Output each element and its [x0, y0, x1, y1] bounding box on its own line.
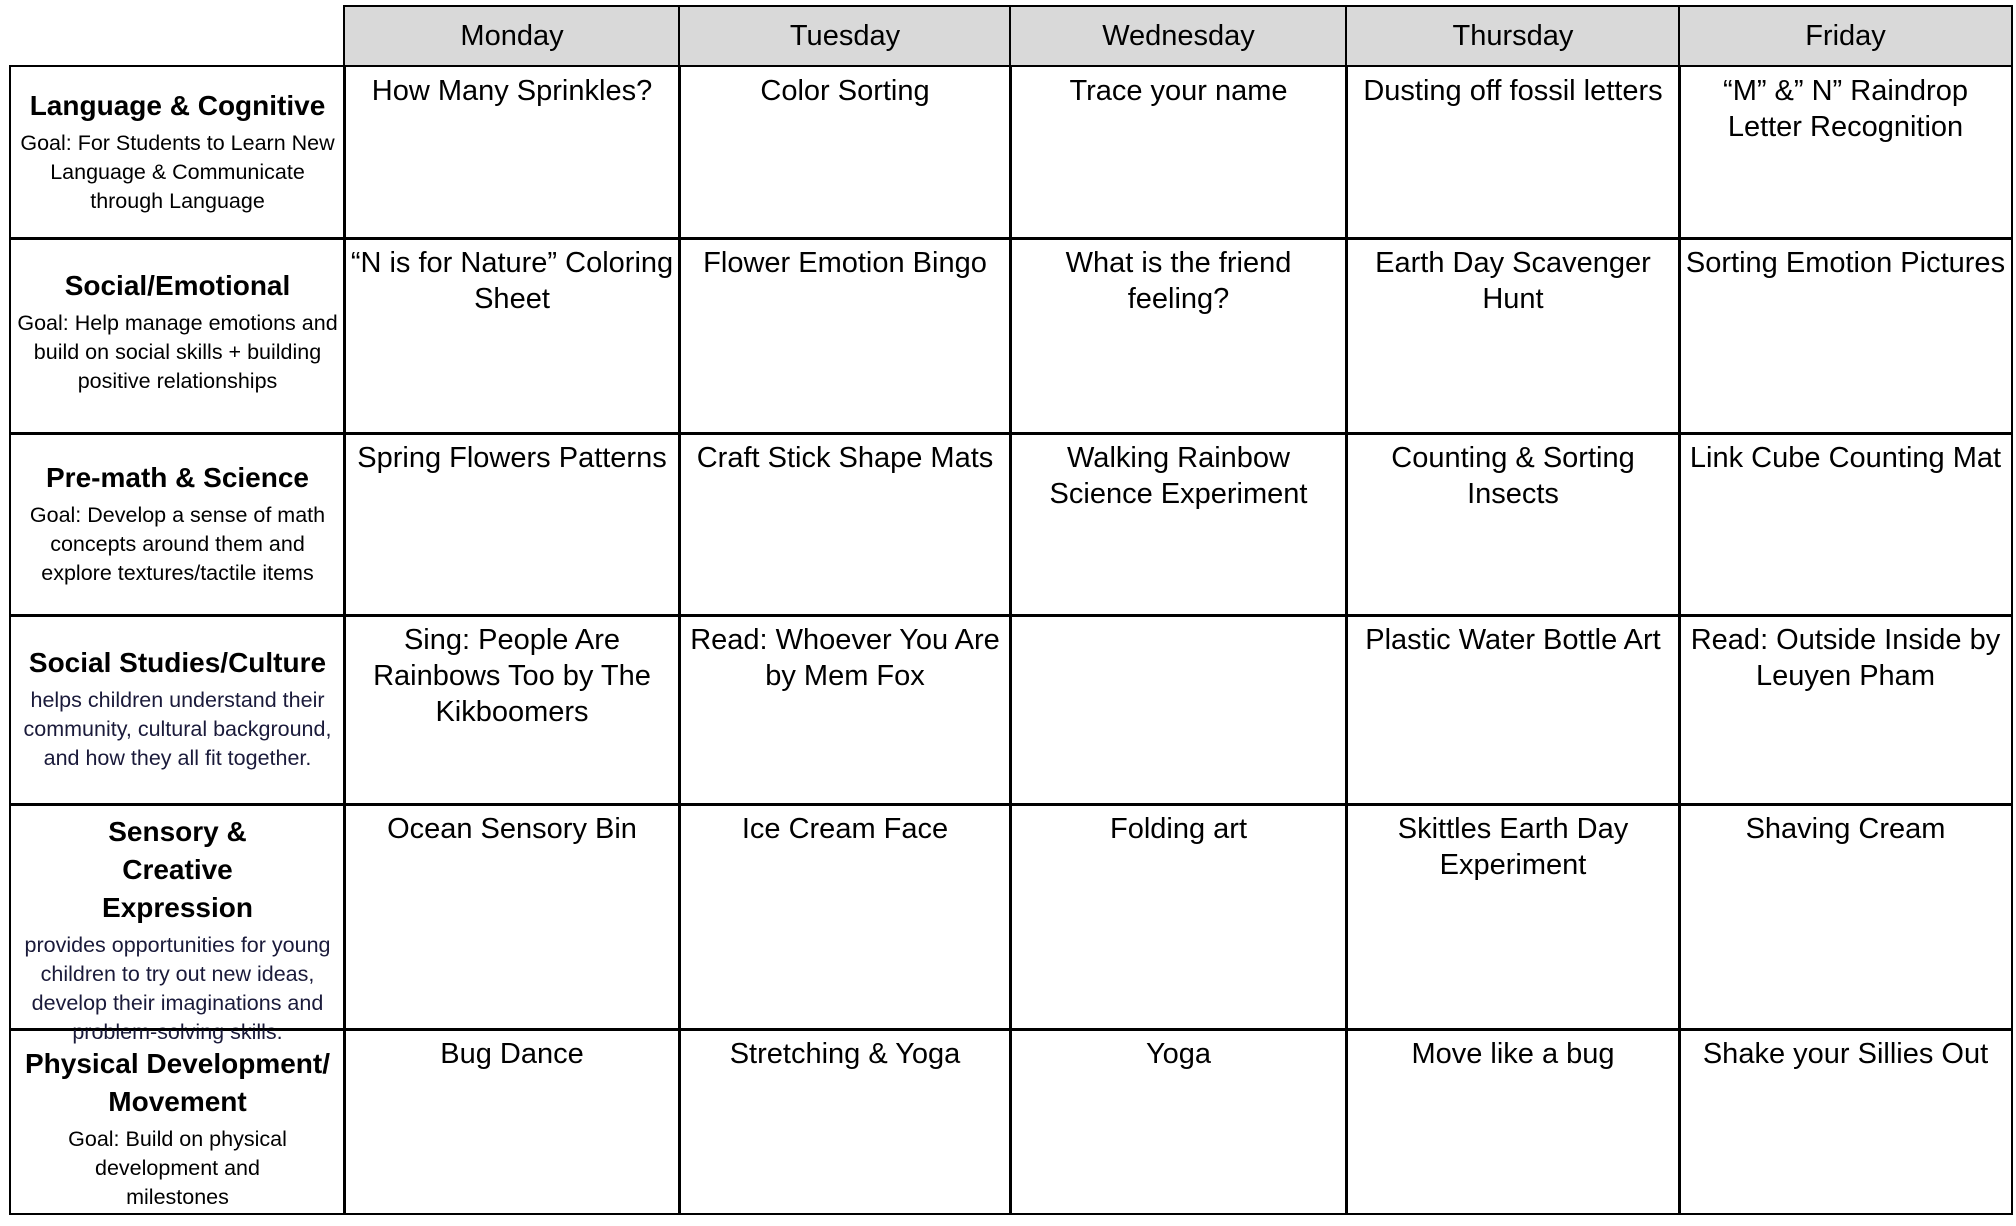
row-goal: provides opportunities for young children to try out new ideas, develop their imaginations and problem-solving skills.: [24, 933, 331, 1044]
row-title: Pre-math & Science: [46, 462, 309, 493]
activity-cell: Stretching & Yoga: [678, 1028, 1012, 1215]
activity-cell: Sing: People Are Rainbows Too by The Kikboomers: [343, 614, 681, 806]
activity-cell: Bug Dance: [343, 1028, 681, 1215]
row-label-physical-development: [9, 1028, 346, 1215]
activity-cell: Earth Day Scavenger Hunt: [1345, 237, 1681, 435]
day-header-wednesday: Wednesday: [1009, 5, 1348, 67]
row-goal: helps children understand their community, cultural background, and how they all fit together.: [23, 688, 332, 770]
activity-cell: Spring Flowers Patterns: [343, 432, 681, 617]
activity-cell: Walking Rainbow Science Experiment: [1009, 432, 1348, 617]
row-goal: Goal: Develop a sense of math concepts around them and explore textures/tactile items: [29, 503, 326, 585]
activity-cell: Dusting off fossil letters: [1345, 65, 1681, 240]
activity-cell: How Many Sprinkles?: [343, 65, 681, 240]
activity-cell: Ocean Sensory Bin: [343, 803, 681, 1031]
activity-cell: Shaving Cream: [1678, 803, 2013, 1031]
row-label-sensory-creative: [9, 803, 346, 1044]
activity-cell: Folding art: [1009, 803, 1348, 1031]
activity-cell: Read: Whoever You Are by Mem Fox: [678, 614, 1012, 806]
activity-cell: Ice Cream Face: [678, 803, 1012, 1031]
activity-cell: “N is for Nature” Coloring Sheet: [343, 237, 681, 435]
activity-cell: Counting & Sorting Insects: [1345, 432, 1681, 617]
row-title: Social Studies/Culture: [28, 647, 327, 678]
row-title: Social/Emotional: [64, 270, 291, 301]
day-header-thursday: Thursday: [1345, 5, 1681, 67]
day-header-tuesday: Tuesday: [678, 5, 1012, 67]
activity-cell: Color Sorting: [678, 65, 1012, 240]
activity-cell: Craft Stick Shape Mats: [678, 432, 1012, 617]
activity-cell: Plastic Water Bottle Art: [1345, 614, 1681, 806]
row-goal: Goal: Build on physical development and milestones: [68, 1127, 287, 1209]
activity-cell: Read: Outside Inside by Leuyen Pham: [1678, 614, 2013, 806]
activity-cell: Yoga: [1009, 1028, 1348, 1215]
activity-cell: Sorting Emotion Pictures: [1678, 237, 2013, 435]
activity-cell: Skittles Earth Day Experiment: [1345, 803, 1681, 1031]
activity-cell: Flower Emotion Bingo: [678, 237, 1012, 435]
activity-cell: [1009, 614, 1348, 806]
activity-cell: Link Cube Counting Mat: [1678, 432, 2013, 617]
row-label-language-cognitive: [9, 65, 346, 240]
activity-cell: What is the friend feeling?: [1009, 237, 1348, 435]
row-label-pre-math-science: [9, 432, 346, 617]
day-header-monday: Monday: [343, 5, 681, 67]
row-goal: Goal: Help manage emotions and build on social skills + building positive relationships: [17, 311, 338, 393]
row-title: Sensory & Creative Expression: [102, 816, 253, 923]
row-label-social-studies-culture: [9, 614, 346, 806]
row-goal: Goal: For Students to Learn New Language & Communicate through Language: [20, 131, 335, 213]
row-title: Physical Development/ Movement: [24, 1048, 330, 1117]
row-title: Language & Cognitive: [29, 90, 326, 121]
activity-cell: Trace your name: [1009, 65, 1348, 240]
activity-cell: “M” &” N” Raindrop Letter Recognition: [1678, 65, 2013, 240]
activity-cell: Move like a bug: [1345, 1028, 1681, 1215]
activity-cell: Shake your Sillies Out: [1678, 1028, 2013, 1215]
row-label-social-emotional: [9, 237, 346, 435]
day-header-friday: Friday: [1678, 5, 2013, 67]
